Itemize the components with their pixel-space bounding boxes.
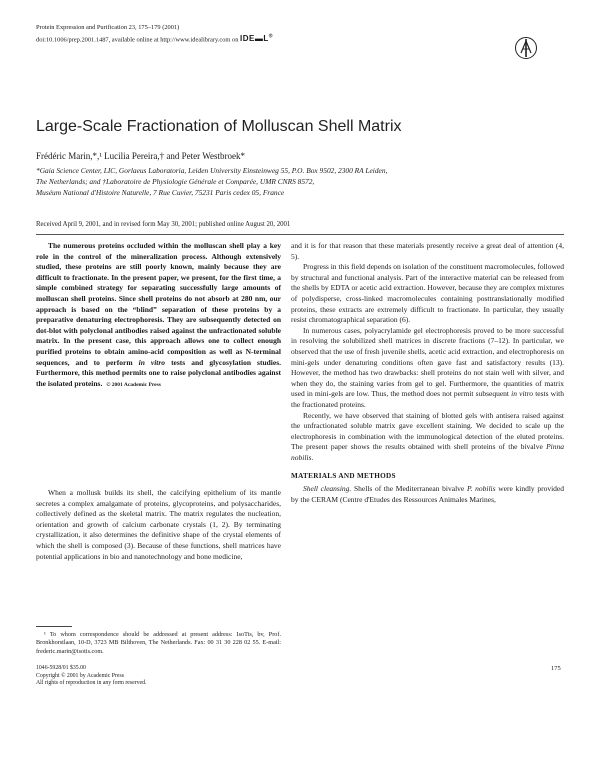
publisher-logo-icon [514, 36, 538, 60]
abstract: The numerous proteins occluded within the molluscan shell play a key role in the control of the mineralization process. Although extensively studied, these proteins are still poorly known, mainly because they are difficult to fractionate. In the present paper, we present, for the first time, a simple combined strategy for separating successfully large amounts of molluscan shell proteins. Since shell proteins do not absorb at 280 nm, our approach is based on the “blind” separation of these proteins by a preparative denaturing electrophoresis. They are subsequently detected on dot-blot with polyclonal antibodies raised against the unfractionated soluble matrix. In the present case, this approach allows one to collect enough purified proteins to obtain amino-acid composition as well as N-terminal sequences, and to perform in vitro tests and glycosylation studies. Furthermore, this method permits one to raise polyclonal antibodies against the isolated proteins. © 2001 Academic Press [36, 241, 281, 388]
journal-header [36, 23, 273, 45]
body-paragraph: Shell cleansing. Shells of the Mediterranean bivalve P. nobilis were kindly provided by the CERAM (Centre d'Etudes des Ressources Animales Marines, [291, 484, 564, 505]
right-column [291, 241, 564, 506]
page-number: 175 [551, 665, 561, 672]
page-footer [36, 665, 146, 688]
body-paragraph: When a mollusk builds its shell, the calcifying epithelium of its mantle secretes a complex amalgamate of proteins, glycoproteins, and polysaccharides, collectively defined as the skeletal matrix. The matrix regulates the nucleation, orientation and growth of calcium carbonate crystals (1, 2). By terminating crystallization, it also determines the definitive shape of the crystal elements of which the shell is composed (3). Because of these functions, shell matrices have potential applications in bio and nanotechnology and bone medicine, [36, 488, 281, 561]
abstract-copyright: © 2001 Academic Press [106, 381, 161, 388]
footnote: ¹ To whom correspondence should be addressed at present address: IsoTis, bv, Prof. Bronkhorstlaan, 10-D, 3723 MB Bilthoven, The Netherlands. Fax: 00 31 30 228 02 55. E-mail: frederic.marin@isotis.com. [36, 631, 281, 655]
footnote-divider [36, 626, 72, 627]
affiliations [36, 165, 576, 198]
body-paragraph: Progress in this field depends on isolation of the constituent macromolecules, followed by structural and functional analysis. Part of the interactive material can be released from the shells by EDTA or acetic acid extraction. However, because they are complex mixtures of polydisperse, cross-linked macromolecules containing posttranslationally modified proteins, these extracts are extremely difficult to fractionate. In particular, they usually resist chromatographical separation (6). [291, 262, 564, 325]
article-title: Large-Scale Fractionation of Molluscan Shell Matrix [36, 118, 402, 135]
author-list: Frédéric Marin,*,¹ Lucilia Pereira,† and Peter Westbroek* [36, 151, 245, 161]
affiliation-line: Muséum National d'Histoire Naturelle, 7 Rue Cuvier, 75231 Paris cedex 05, France [36, 188, 285, 197]
received-dates: Received April 9, 2001, and in revised form May 30, 2001; published online August 20, 2001 [36, 221, 291, 228]
body-paragraph: and it is for that reason that these materials presently receive a great deal of attention (4, 5). [291, 241, 564, 261]
intro-left-column [36, 488, 281, 562]
journal-citation: Protein Expression and Purification 23, 175–179 (2001) [36, 24, 180, 31]
body-paragraph: In numerous cases, polyacrylamide gel electrophoresis proved to be more successful in resolving the solubilized shell matrices in discrete fractions (7–12). In particular, we observed that the use of fresh juvenile shells, acetic acid extraction, and electrophoresis on mini-gels under denaturing conditions often gave fast and satisfactory results (13). However, the method has two drawbacks: shell proteins do not stain well with silver, and when they do, the staining varies from gel to gel. Furthermore, the quantities of matrix used in mini-gels are low. Thus, the method does not permit subsequent in vitro tests with the fractionated proteins. [291, 325, 565, 409]
body-paragraph: Recently, we have observed that staining of blotted gels with antisera raised against the unfractionated soluble matrix gave excellent staining. We decided to scale up the electrophoresis in combination with the immunological detection of the eluted proteins. The present paper shows the results obtained with shell proteins of the bivalve Pinna nobilis. [291, 410, 564, 462]
ideal-logo: IDE▬L® [240, 33, 273, 44]
doi-line: doi:10.1006/prep.2001.1487, available online at http://www.idealibrary.com on IDE▬L® [36, 33, 273, 44]
section-heading: MATERIALS AND METHODS [291, 472, 396, 481]
affiliation-line: The Netherlands; and †Laboratoire de Physiologie Générale et Comparée, UMR CNRS 8572, [36, 177, 315, 186]
footer-copyright: Copyright © 2001 by Academic Press [36, 672, 124, 679]
subsection-lead: Shell cleansing. [303, 484, 352, 494]
affiliation-line: *Gaia Science Center, LIC, Gorlaeus Laboratoria, Leiden University Einsteinweg 55, P.O. Box 9502, 2300 RA Leiden, [36, 166, 388, 175]
footer-rights: All rights of reproduction in any form reserved. [36, 680, 147, 687]
issn: 1046-5928/01 $35.00 [36, 665, 86, 671]
header-divider [36, 234, 564, 235]
